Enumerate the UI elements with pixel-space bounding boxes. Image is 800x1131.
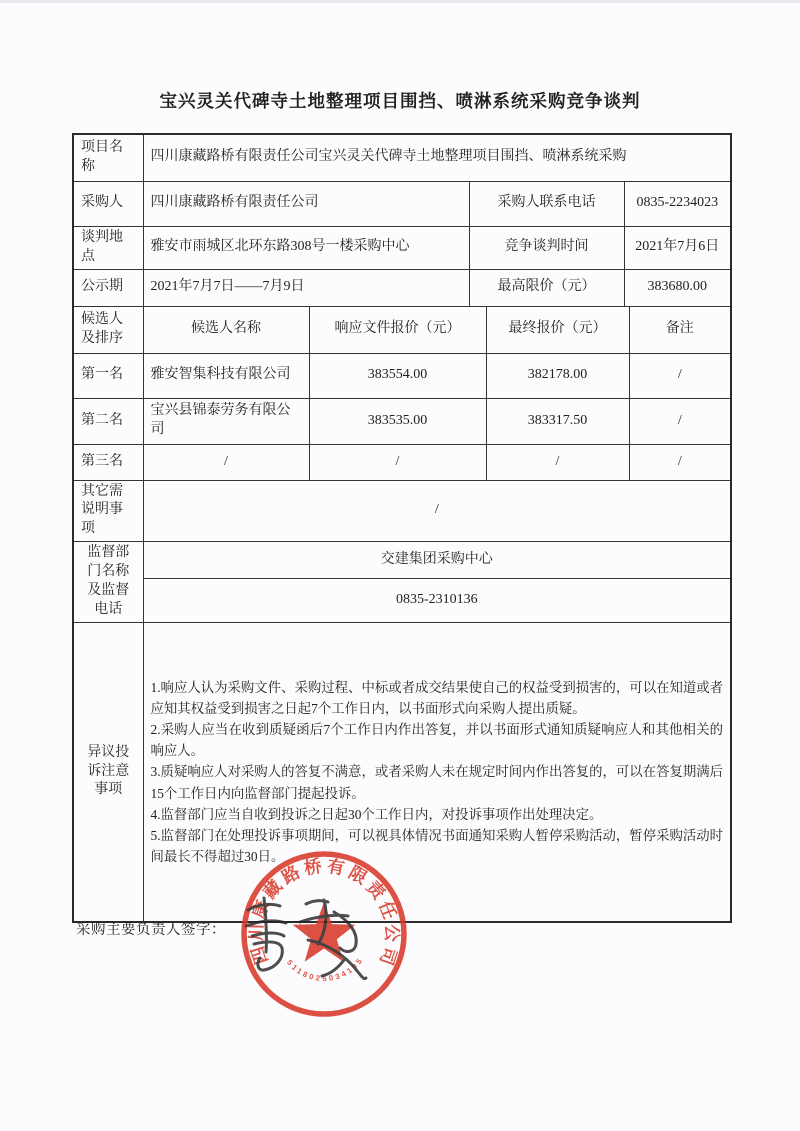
candidate-row (73, 353, 731, 398)
candidate-2-name: 宝兴县锦泰劳务有限公司 (143, 398, 309, 444)
candidate-1-name: 雅安智集科技有限公司 (143, 353, 309, 398)
candidate-2-final-price: 383317.50 (486, 398, 629, 444)
candidate-3-doc-price: / (309, 444, 486, 480)
max-price-label: 最高限价（元） (469, 269, 624, 306)
candidates-header-row (73, 306, 731, 353)
table-row (73, 269, 731, 306)
candidate-1-remark: / (629, 353, 731, 398)
purchaser-phone-value: 0835-2234023 (624, 181, 731, 226)
publicity-period-value: 2021年7月7日——7月9日 (143, 269, 469, 306)
svg-text:5118025034105 (285, 957, 364, 984)
stamp-company-name: 四川康藏路桥有限责任公司 (245, 855, 403, 968)
negotiation-place-value: 雅安市雨城区北环东路308号一楼采购中心 (143, 226, 469, 269)
objection-item-2: 2.采购人应当在收到质疑函后7个工作日内作出答复，并以书面形式通知质疑响应人和其他相关的响应人。 (150, 722, 724, 759)
signature-label: 采购主要负责人签字： (76, 922, 226, 938)
supervisor-label: 监督部门名称及监督电话 (73, 542, 143, 623)
candidate-2-remark: / (629, 398, 731, 444)
rank-1-label: 第一名 (73, 353, 143, 398)
company-stamp (229, 839, 419, 1029)
purchaser-phone-label: 采购人联系电话 (469, 181, 624, 226)
objection-item-3: 3.质疑响应人对采购人的答复不满意，或者采购人未在规定时间内作出答复的，可以在答复期满后15个工作日内向监督部门提起投诉。 (150, 764, 724, 801)
max-price-value: 383680.00 (624, 269, 731, 306)
supervisor-phone-row (73, 579, 731, 622)
publicity-period-label: 公示期 (73, 269, 143, 306)
other-notes-label: 其它需说明事项 (73, 480, 143, 542)
supervisor-phone: 0835-2310136 (143, 579, 731, 622)
other-notes-value: / (143, 480, 731, 542)
candidate-1-doc-price: 383554.00 (309, 353, 486, 398)
candidate-row (73, 444, 731, 480)
negotiation-time-value: 2021年7月6日 (624, 226, 731, 269)
rank-3-label: 第三名 (73, 444, 143, 480)
project-name-value: 四川康藏路桥有限责任公司宝兴灵关代碑寺土地整理项目围挡、喷淋系统采购 (143, 134, 731, 181)
negotiation-place-label: 谈判地点 (73, 226, 143, 269)
page-title: 宝兴灵关代碑寺土地整理项目围挡、喷淋系统采购竞争谈判 (159, 91, 641, 111)
candidate-3-final-price: / (486, 444, 629, 480)
table-row (73, 480, 731, 542)
candidate-3-remark: / (629, 444, 731, 480)
scan-edge (0, 0, 800, 3)
stamp-serial-number: 5118025034105 (285, 956, 365, 984)
final-price-header: 最终报价（元） (486, 306, 629, 353)
supervisor-row (73, 542, 731, 579)
objection-label: 异议投诉注意事项 (73, 622, 143, 922)
candidates-rank-label: 候选人及排序 (73, 306, 143, 353)
table-row (73, 181, 731, 226)
supervisor-name: 交建集团采购中心 (143, 542, 731, 579)
remark-header: 备注 (629, 306, 731, 353)
candidate-row (73, 398, 731, 444)
purchaser-label: 采购人 (73, 181, 143, 226)
table-row (73, 134, 731, 181)
objection-item-1: 1.响应人认为采购文件、采购过程、中标或者成交结果使自己的权益受到损害的，可以在知道或者应知其权益受到损害之日起7个工作日内，以书面形式向采购人提出质疑。 (150, 679, 724, 716)
doc-price-header: 响应文件报价（元） (309, 306, 486, 353)
procurement-result-table (72, 133, 732, 923)
candidate-name-header: 候选人名称 (143, 306, 309, 353)
rank-2-label: 第二名 (73, 398, 143, 444)
objection-item-4: 4.监督部门应当自收到投诉之日起30个工作日内，对投诉事项作出处理决定。 (150, 806, 603, 822)
negotiation-time-label: 竞争谈判时间 (469, 226, 624, 269)
objection-item-5: 5.监督部门在处理投诉事项期间，可以视具体情况书面通知采购人暂停采购活动，暂停采购活动时间最长不得超过30日。 (150, 827, 724, 865)
purchaser-value: 四川康藏路桥有限责任公司 (143, 181, 469, 226)
project-name-label: 项目名称 (73, 134, 143, 181)
table-row (73, 226, 731, 269)
candidate-3-name: / (143, 444, 309, 480)
candidate-1-final-price: 382178.00 (486, 353, 629, 398)
candidate-2-doc-price: 383535.00 (309, 398, 486, 444)
